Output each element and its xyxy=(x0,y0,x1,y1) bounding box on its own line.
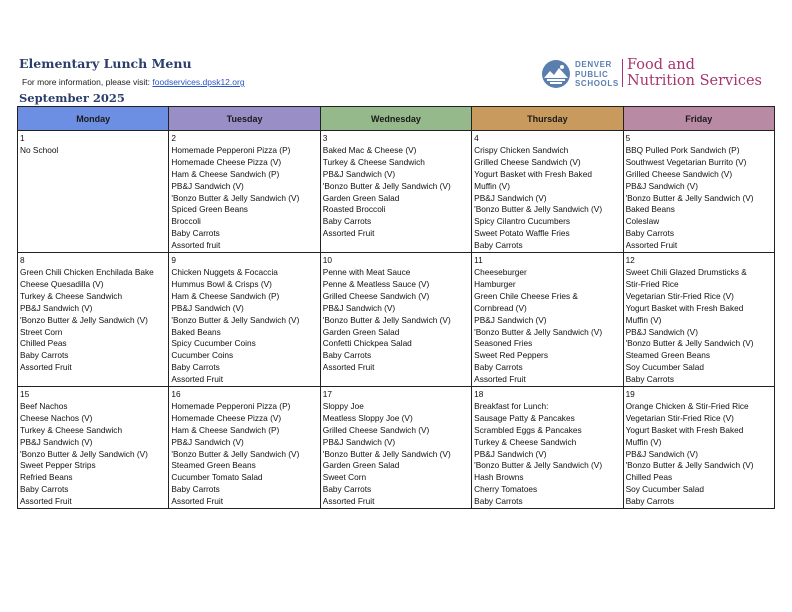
day-header: Wednesday xyxy=(320,107,471,131)
menu-item: 'Bonzo Butter & Jelly Sandwich (V) xyxy=(171,448,300,459)
menu-item: Vegetarian Stir-Fried Rice (V) xyxy=(625,290,734,301)
menu-item: 'Bonzo Butter & Jelly Sandwich (V) xyxy=(625,192,754,203)
menu-item: Assorted Fruit xyxy=(171,496,224,507)
menu-item: Ham & Cheese Sandwich (P) xyxy=(171,424,280,435)
menu-item: Turkey & Cheese Sandwich xyxy=(474,436,577,447)
day-number: 16 xyxy=(171,389,181,400)
day-number: 4 xyxy=(474,133,479,143)
week-row xyxy=(18,387,775,509)
menu-item: PB&J Sandwich (V) xyxy=(171,180,244,191)
day-header: Monday xyxy=(18,107,169,131)
info-text: For more information, please visit: xyxy=(22,77,151,87)
lunch-menu-table xyxy=(17,106,775,509)
day-cell xyxy=(623,387,774,509)
menu-item: Homemade Pepperoni Pizza (P) xyxy=(171,144,291,155)
day-header-row xyxy=(18,107,775,131)
day-number: 2 xyxy=(171,133,177,143)
menu-item: Assorted Fruit xyxy=(20,362,72,373)
menu-item: Assorted Fruit xyxy=(322,228,375,239)
menu-item: Coleslaw xyxy=(625,216,660,227)
menu-item: Cucumber Tomato Salad xyxy=(171,472,263,483)
day-cell xyxy=(18,387,169,509)
menu-item: Sweet Chili Glazed Drumsticks & xyxy=(625,266,747,277)
menu-item: Garden Green Salad xyxy=(322,192,400,203)
day-number: 9 xyxy=(171,255,177,266)
menu-item: 'Bonzo Butter & Jelly Sandwich (V) xyxy=(171,192,300,203)
fns-wordmark xyxy=(627,57,762,89)
day-cell xyxy=(320,387,471,509)
menu-item: Baked Beans xyxy=(171,326,221,337)
menu-item: Chilled Peas xyxy=(625,472,673,483)
menu-item: Baby Carrots xyxy=(625,374,674,385)
menu-item: Sloppy Joe xyxy=(322,400,364,411)
day-cell xyxy=(320,131,471,253)
menu-item: Cheese Nachos (V) xyxy=(20,412,93,423)
menu-item: Baby Carrots xyxy=(625,228,674,239)
menu-item: 'Bonzo Butter & Jelly Sandwich (V) xyxy=(625,338,754,349)
day-number: 19 xyxy=(625,389,635,400)
menu-item: PB&J Sandwich (V) xyxy=(171,436,244,447)
week-row xyxy=(18,253,775,387)
menu-item: 'Bonzo Butter & Jelly Sandwich (V) xyxy=(20,314,148,325)
menu-item: Homemade Cheese Pizza (V) xyxy=(171,412,282,423)
day-number: 8 xyxy=(20,255,25,266)
menu-item: Baby Carrots xyxy=(625,496,674,507)
day-cell xyxy=(623,131,774,253)
menu-item: PB&J Sandwich (V) xyxy=(474,192,547,203)
menu-item: Baby Carrots xyxy=(474,496,523,507)
menu-item: Steamed Green Beans xyxy=(171,460,256,471)
menu-item: Garden Green Salad xyxy=(322,460,400,471)
menu-item: PB&J Sandwich (V) xyxy=(625,448,698,459)
menu-item: Baby Carrots xyxy=(322,216,372,227)
menu-item: Assorted Fruit xyxy=(322,362,375,373)
day-cell xyxy=(169,387,320,509)
menu-item: Assorted Fruit xyxy=(474,374,526,385)
menu-item: Muffin (V) xyxy=(625,314,662,325)
day-cell xyxy=(169,253,320,387)
day-cell xyxy=(472,387,623,509)
menu-item: Meatless Sloppy Joe (V) xyxy=(322,412,413,423)
menu-item: Chilled Peas xyxy=(20,338,67,349)
day-number: 5 xyxy=(625,133,631,143)
menu-item: Baby Carrots xyxy=(171,228,220,239)
menu-item: 'Bonzo Butter & Jelly Sandwich (V) xyxy=(474,326,603,337)
menu-item: PB&J Sandwich (V) xyxy=(171,302,244,313)
dps-line3: SCHOOLS xyxy=(575,79,619,88)
day-header: Thursday xyxy=(472,107,623,131)
menu-item: Cherry Tomatoes xyxy=(474,484,538,495)
menu-item: Confetti Chickpea Salad xyxy=(322,338,412,349)
menu-item: Spicy Cilantro Cucumbers xyxy=(474,216,571,227)
menu-item: Spicy Cucumber Coins xyxy=(171,338,256,349)
menu-item: Hash Browns xyxy=(474,472,524,483)
menu-item: Broccoli xyxy=(171,216,201,227)
dps-fns-logo xyxy=(541,57,771,91)
day-cell xyxy=(18,253,169,387)
menu-item: Grilled Cheese Sandwich (V) xyxy=(625,168,733,179)
dps-line2: PUBLIC xyxy=(575,69,609,79)
menu-item: Assorted Fruit xyxy=(625,240,678,251)
day-header: Tuesday xyxy=(169,107,320,131)
menu-item: Soy Cucumber Salad xyxy=(625,362,704,373)
day-number: 1 xyxy=(20,133,25,143)
day-number: 3 xyxy=(322,133,328,143)
menu-item: Steamed Green Beans xyxy=(625,350,710,361)
menu-item: Garden Green Salad xyxy=(322,326,400,337)
menu-item: 'Bonzo Butter & Jelly Sandwich (V) xyxy=(474,460,603,471)
menu-title: Elementary Lunch Menu xyxy=(19,56,192,71)
menu-item: 'Bonzo Butter & Jelly Sandwich (V) xyxy=(625,460,754,471)
logo-divider xyxy=(622,59,623,87)
menu-item: Baby Carrots xyxy=(474,240,523,251)
menu-item: Hamburger xyxy=(474,278,516,289)
menu-item: Baby Carrots xyxy=(322,350,372,361)
menu-item: Turkey & Cheese Sandwich xyxy=(20,290,123,301)
day-number: 11 xyxy=(474,255,483,266)
menu-item: 'Bonzo Butter & Jelly Sandwich (V) xyxy=(20,448,148,459)
month-heading: September 2025 xyxy=(19,91,125,105)
info-link[interactable]: foodservices.dpsk12.org xyxy=(152,77,245,87)
dps-line1: DENVER xyxy=(575,60,612,69)
menu-item: Grilled Cheese Sandwich (V) xyxy=(322,424,430,435)
day-cell xyxy=(623,253,774,387)
menu-item: No School xyxy=(20,144,59,155)
dps-logo-icon xyxy=(541,59,571,89)
day-number: 15 xyxy=(20,389,30,400)
menu-item: Baby Carrots xyxy=(171,484,220,495)
menu-item: Sweet Red Peppers xyxy=(474,350,548,361)
menu-item: PB&J Sandwich (V) xyxy=(20,436,93,447)
menu-item: Chicken Nuggets & Focaccia xyxy=(171,266,278,277)
menu-item: PB&J Sandwich (V) xyxy=(474,448,547,459)
menu-item: Orange Chicken & Stir-Fried Rice xyxy=(625,400,749,411)
menu-item: Assorted Fruit xyxy=(171,374,224,385)
menu-item: 'Bonzo Butter & Jelly Sandwich (V) xyxy=(322,180,451,191)
menu-item: Grilled Cheese Sandwich (V) xyxy=(322,290,430,301)
week-row xyxy=(18,131,775,253)
menu-item: Baby Carrots xyxy=(20,350,69,361)
menu-item: Grilled Cheese Sandwich (V) xyxy=(474,156,581,167)
menu-item: Hummus Bowl & Crisps (V) xyxy=(171,278,272,289)
menu-item: Yogurt Basket with Fresh Baked xyxy=(474,168,592,179)
day-cell xyxy=(472,253,623,387)
menu-item: PB&J Sandwich (V) xyxy=(322,436,396,447)
day-number: 17 xyxy=(322,389,333,400)
menu-item: Breakfast for Lunch: xyxy=(474,400,549,411)
info-line xyxy=(22,77,245,87)
menu-item: 'Bonzo Butter & Jelly Sandwich (V) xyxy=(474,204,603,215)
menu-item: Yogurt Basket with Fresh Baked xyxy=(625,302,744,313)
menu-item: Vegetarian Stir-Fried Rice (V) xyxy=(625,412,734,423)
menu-item: PB&J Sandwich (V) xyxy=(20,302,93,313)
menu-item: Yogurt Basket with Fresh Baked xyxy=(625,424,744,435)
menu-item: Seasoned Fries xyxy=(474,338,533,349)
menu-item: Baby Carrots xyxy=(322,484,372,495)
menu-item: Street Corn xyxy=(20,326,63,337)
menu-item: PB&J Sandwich (V) xyxy=(322,302,396,313)
menu-item: Cheese Quesadilla (V) xyxy=(20,278,104,289)
menu-item: Cucumber Coins xyxy=(171,350,234,361)
menu-item: Assorted Fruit xyxy=(20,496,72,507)
menu-item: Scrambled Eggs & Pancakes xyxy=(474,424,582,435)
menu-item: Southwest Vegetarian Burrito (V) xyxy=(625,156,747,167)
menu-item: 'Bonzo Butter & Jelly Sandwich (V) xyxy=(322,314,451,325)
menu-item: PB&J Sandwich (V) xyxy=(322,168,396,179)
menu-item: PB&J Sandwich (V) xyxy=(625,180,698,191)
menu-item: Spiced Green Beans xyxy=(171,204,248,215)
day-number: 18 xyxy=(474,389,484,400)
menu-item: 'Bonzo Butter & Jelly Sandwich (V) xyxy=(171,314,300,325)
menu-item: Penne & Meatless Sauce (V) xyxy=(322,278,430,289)
menu-item: Penne with Meat Sauce xyxy=(322,266,411,277)
menu-item: Homemade Cheese Pizza (V) xyxy=(171,156,282,167)
day-cell xyxy=(472,131,623,253)
dps-wordmark xyxy=(575,60,627,89)
menu-item: Crispy Chicken Sandwich xyxy=(474,144,569,155)
menu-item: Sweet Corn xyxy=(322,472,367,483)
menu-item: Cheeseburger xyxy=(474,266,527,277)
menu-item: Ham & Cheese Sandwich (P) xyxy=(171,290,280,301)
menu-item: Sweet Pepper Strips xyxy=(20,460,96,471)
menu-item: Green Chili Chicken Enchilada Bake xyxy=(20,266,154,277)
menu-item: Turkey & Cheese Sandwich xyxy=(20,424,123,435)
menu-item: BBQ Pulled Pork Sandwich (P) xyxy=(625,144,740,155)
fns-line1: Food and xyxy=(627,57,695,73)
menu-item: Baked Mac & Cheese (V) xyxy=(322,144,417,155)
fns-line2: Nutrition Services xyxy=(627,73,762,89)
day-number: 10 xyxy=(322,255,333,266)
day-number: 12 xyxy=(625,255,635,266)
menu-item: Baby Carrots xyxy=(474,362,523,373)
menu-item: Stir-Fried Rice xyxy=(625,278,679,289)
menu-item: Roasted Broccoli xyxy=(322,204,386,215)
menu-item: Muffin (V) xyxy=(474,180,510,191)
menu-item: Soy Cucumber Salad xyxy=(625,484,704,495)
menu-item: Baked Beans xyxy=(625,204,675,215)
day-cell xyxy=(169,131,320,253)
menu-item: Sweet Potato Waffle Fries xyxy=(474,228,570,239)
menu-item: Turkey & Cheese Sandwich xyxy=(322,156,425,167)
menu-item: Sausage Patty & Pancakes xyxy=(474,412,575,423)
day-header: Friday xyxy=(623,107,774,131)
menu-item: 'Bonzo Butter & Jelly Sandwich (V) xyxy=(322,448,451,459)
menu-item: Muffin (V) xyxy=(625,436,662,447)
menu-item: Green Chile Cheese Fries & xyxy=(474,290,578,301)
menu-item: Baby Carrots xyxy=(171,362,220,373)
menu-item: Homemade Pepperoni Pizza (P) xyxy=(171,400,291,411)
menu-item: Assorted Fruit xyxy=(322,496,375,507)
menu-item: Refried Beans xyxy=(20,472,73,483)
menu-item: Assorted fruit xyxy=(171,240,221,251)
menu-item: PB&J Sandwich (V) xyxy=(474,314,547,325)
menu-item: Cornbread (V) xyxy=(474,302,527,313)
menu-item: Ham & Cheese Sandwich (P) xyxy=(171,168,280,179)
menu-item: PB&J Sandwich (V) xyxy=(625,326,698,337)
day-cell xyxy=(18,131,169,253)
menu-item: Baby Carrots xyxy=(20,484,69,495)
day-cell xyxy=(320,253,471,387)
menu-item: Beef Nachos xyxy=(20,400,68,411)
